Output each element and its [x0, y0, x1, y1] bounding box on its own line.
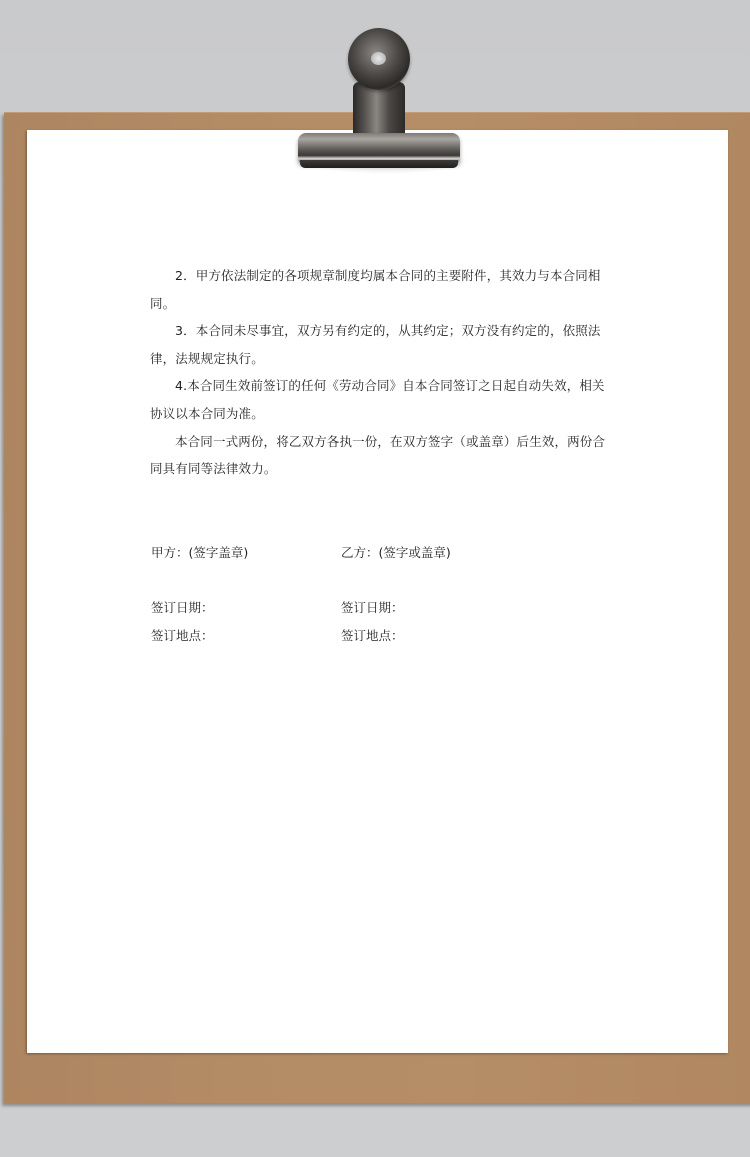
clause-2: 2．甲方依法制定的各项规章制度均属本合同的主要附件，其效力与本合同相同。: [150, 268, 601, 311]
copies-clause: 本合同一式两份，将乙双方各执一份，在双方签字（或盖章）后生效，两份合同具有同等法律效力。: [150, 433, 606, 477]
contract-body: [150, 262, 616, 483]
clip-base: [300, 160, 458, 168]
clause-3: 3．本合同未尽事宜，双方另有约定的，从其约定；双方没有约定的，依照法律，法规规定执行。: [150, 323, 601, 366]
party-b-date-label: 签订日期：: [341, 600, 404, 615]
clip-hole: [371, 52, 386, 65]
party-b-signature-label: 乙方：(签字或盖章): [341, 545, 451, 560]
clip-bar: [298, 133, 460, 163]
party-a-signature-label: 甲方：(签字盖章): [151, 545, 249, 560]
party-a-date-label: 签订日期：: [151, 600, 214, 615]
clause-4: 4.本合同生效前签订的任何《劳动合同》自本合同签订之日起自动失效，相关协议以本合同为准。: [150, 378, 605, 421]
party-b-place-label: 签订地点：: [341, 628, 404, 643]
party-a-place-label: 签订地点：: [151, 628, 214, 643]
clip-neck: [353, 82, 405, 140]
